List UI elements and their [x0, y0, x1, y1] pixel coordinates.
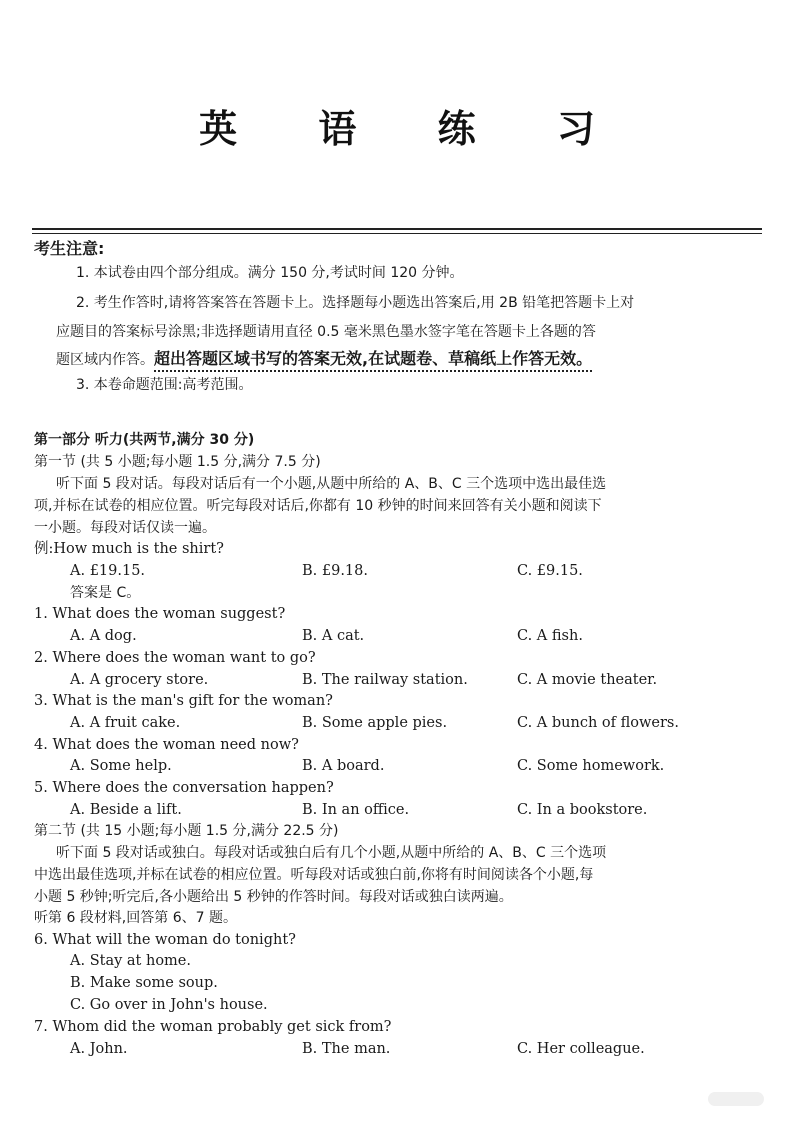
- question-7-option-b: B. The man.: [302, 1041, 391, 1057]
- header-rule-thick: [32, 228, 762, 230]
- question-4-option-a: A. Some help.: [70, 758, 172, 774]
- question-6-option-a: A. Stay at home.: [70, 953, 191, 969]
- section1-intro-line-3: 一小题。每段对话仅读一遍。: [34, 520, 216, 536]
- example-answer: 答案是 C。: [70, 585, 141, 601]
- question-2-option-c: C. A movie theater.: [517, 672, 658, 688]
- question-1-option-b: B. A cat.: [302, 628, 365, 644]
- section1-intro-line-1: 听下面 5 段对话。每段对话后有一个小题,从题中所给的 A、B、C 三个选项中选出最佳选: [56, 476, 607, 492]
- question-6: 6. What will the woman do tonight?: [34, 932, 296, 948]
- page-title: 英 语 练 习: [199, 107, 629, 151]
- header-rule-thin: [32, 233, 762, 234]
- section1-heading: 第一节 (共 5 小题;每小题 1.5 分,满分 7.5 分): [34, 454, 321, 470]
- question-4-option-c: C. Some homework.: [517, 758, 665, 774]
- material-instruction: 听第 6 段材料,回答第 6、7 题。: [34, 910, 237, 926]
- question-6-option-b: B. Make some soup.: [70, 975, 218, 991]
- question-3-option-a: A. A fruit cake.: [70, 715, 181, 731]
- notice-item-2-line-3-plain: 题区域内作答。: [56, 352, 154, 368]
- corner-watermark: [708, 1092, 764, 1106]
- question-2-option-b: B. The railway station.: [302, 672, 468, 688]
- example-option-a: A. £19.15.: [70, 563, 146, 579]
- question-5: 5. Where does the conversation happen?: [34, 780, 334, 796]
- question-7-option-c: C. Her colleague.: [517, 1041, 645, 1057]
- question-1-option-a: A. A dog.: [70, 628, 137, 644]
- question-4: 4. What does the woman need now?: [34, 737, 299, 753]
- question-5-option-a: A. Beside a lift.: [70, 802, 182, 818]
- notice-item-1: 1. 本试卷由四个部分组成。满分 150 分,考试时间 120 分钟。: [76, 265, 464, 281]
- question-2-option-a: A. A grocery store.: [70, 672, 209, 688]
- question-5-option-b: B. In an office.: [302, 802, 410, 818]
- example-option-b: B. £9.18.: [302, 563, 368, 579]
- question-3: 3. What is the man's gift for the woman?: [34, 693, 333, 709]
- notice-emphasis: 超出答题区域书写的答案无效,在试题卷、草稿纸上作答无效。: [154, 349, 592, 372]
- notice-item-3: 3. 本卷命题范围:高考范围。: [76, 377, 253, 393]
- section1-intro-line-2: 项,并标在试卷的相应位置。听完每段对话后,你都有 10 秒钟的时间来回答有关小题和阅读下: [34, 498, 602, 514]
- section2-intro-line-2: 中选出最佳选项,并标在试卷的相应位置。听每段对话或独白前,你将有时间阅读各个小题,每: [34, 867, 594, 883]
- part1-heading: 第一部分 听力(共两节,满分 30 分): [34, 432, 255, 448]
- question-1-option-c: C. A fish.: [517, 628, 583, 644]
- notice-item-2-line-2: 应题目的答案标号涂黑;非选择题请用直径 0.5 毫米黑色墨水签字笔在答题卡上各题的答: [56, 324, 596, 340]
- question-4-option-b: B. A board.: [302, 758, 385, 774]
- question-1: 1. What does the woman suggest?: [34, 606, 286, 622]
- question-2: 2. Where does the woman want to go?: [34, 650, 316, 666]
- notice-item-2-line-3: [56, 349, 592, 370]
- question-5-option-c: C. In a bookstore.: [517, 802, 648, 818]
- question-3-option-c: C. A bunch of flowers.: [517, 715, 679, 731]
- section2-heading: 第二节 (共 15 小题;每小题 1.5 分,满分 22.5 分): [34, 823, 339, 839]
- question-6-option-c: C. Go over in John's house.: [70, 997, 268, 1013]
- example-question: 例:How much is the shirt?: [34, 541, 224, 557]
- notice-heading: 考生注意:: [34, 239, 105, 258]
- section2-intro-line-3: 小题 5 秒钟;听完后,各小题给出 5 秒钟的作答时间。每段对话或独白读两遍。: [34, 889, 513, 905]
- question-3-option-b: B. Some apple pies.: [302, 715, 448, 731]
- example-option-c: C. £9.15.: [517, 563, 583, 579]
- notice-item-2-line-1: 2. 考生作答时,请将答案答在答题卡上。选择题每小题选出答案后,用 2B 铅笔把答题卡上对: [76, 295, 635, 311]
- question-7: 7. Whom did the woman probably get sick from?: [34, 1019, 392, 1035]
- section2-intro-line-1: 听下面 5 段对话或独白。每段对话或独白后有几个小题,从题中所给的 A、B、C 三个选项: [56, 845, 607, 861]
- question-7-option-a: A. John.: [70, 1041, 128, 1057]
